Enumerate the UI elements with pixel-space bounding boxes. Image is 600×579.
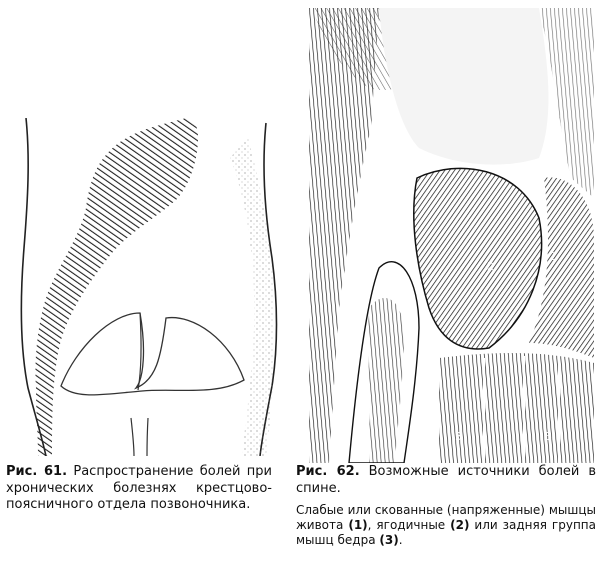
figure-62-caption [296, 464, 596, 548]
marker-thigh-left: 3 [455, 430, 462, 443]
figure-61-caption [6, 464, 272, 514]
marker-gluteal-left: 2 [487, 260, 494, 273]
figure-61-label: Рис. 61. [6, 464, 68, 479]
back-muscles-drawing [309, 8, 594, 463]
note-part-3: или задняя группа мышц бедра [296, 518, 596, 547]
pain-region-hatching [35, 118, 198, 456]
note-part-4: . [398, 533, 403, 547]
note-part-1: Слабые или скованные (напряженные) мышцы живота [296, 503, 596, 532]
thigh-muscles [439, 353, 594, 463]
figure-61-illustration [16, 118, 282, 456]
note-number-2: (2) [450, 518, 470, 532]
note-number-3: (3) [379, 533, 399, 547]
figure-62-note [296, 503, 596, 548]
back-pain-distribution-drawing [16, 118, 282, 456]
buttocks-outline [61, 313, 244, 395]
figure-62-text: Возможные источники болей в спине. [296, 464, 596, 496]
note-number-1: (1) [348, 518, 368, 532]
marker-thigh-right: 3 [545, 430, 552, 443]
marker-gluteal-right: 2 [549, 250, 556, 263]
figure-62-label: Рис. 62. [296, 464, 360, 479]
note-part-2: , ягодичные [367, 518, 451, 532]
figure-62-illustration [309, 8, 594, 463]
figure-61-text: Распространение болей при хронических болезнях крестцово-поясничного отдела позвоночника. [6, 464, 272, 512]
